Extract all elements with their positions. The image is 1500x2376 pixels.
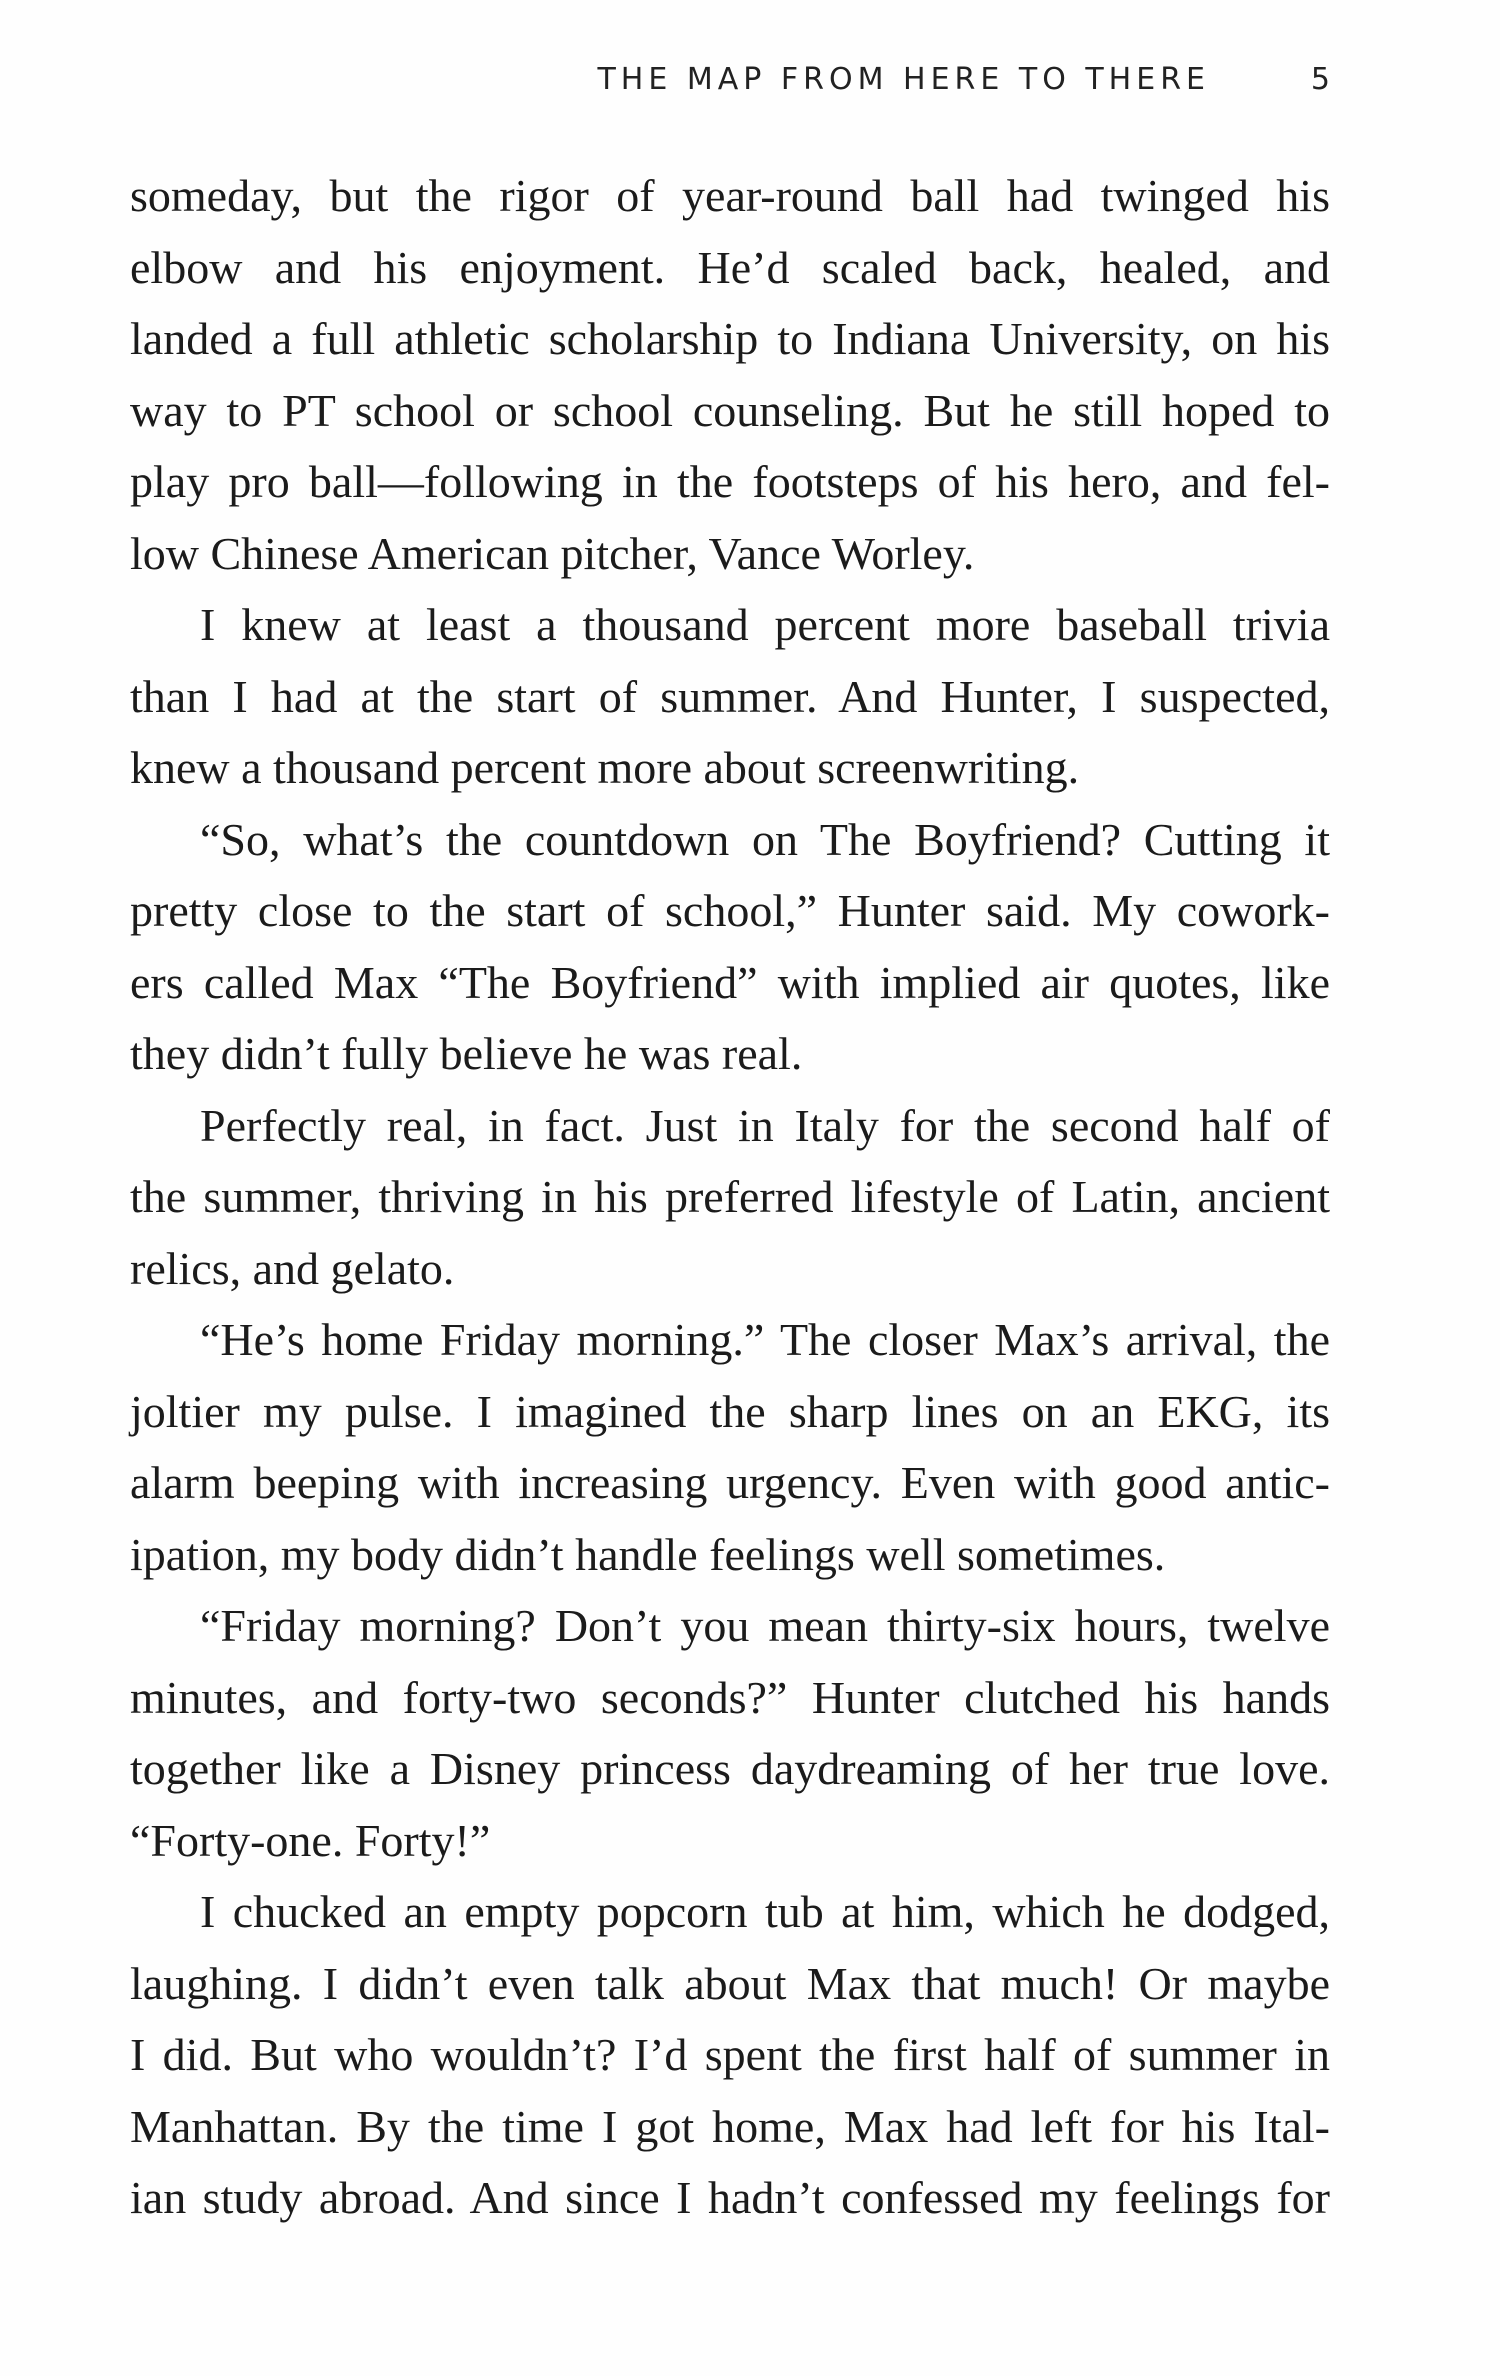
text-line: ers called Max “The Boyfriend” with implied air quotes, like [130,956,1330,1008]
text-line: “He’s home Friday morning.” The closer Max’s arrival, the [200,1314,1330,1365]
text-line: I did. But who wouldn’t? I’d spent the first half of summer in [130,2029,1330,2080]
text-line: “Forty-one. Forty!” [130,1814,491,1866]
text-line: they didn’t fully believe he was real. [130,1028,803,1079]
text-line: ipation, my body didn’t handle feelings well sometimes. [130,1528,1166,1580]
running-title: THE MAP FROM HERE TO THERE [597,62,1210,97]
text-line: pretty close to the start of school,” Hunter said. My cowork- [130,885,1330,936]
text-line: alarm beeping with increasing urgency. Even with good antic- [130,1457,1330,1508]
running-head [130,62,1330,112]
text-line: joltier my pulse. I imagined the sharp lines on an EKG, its [130,1385,1330,1437]
text-line: Perfectly real, in fact. Just in Italy for the second half of [200,1099,1330,1151]
text-line: together like a Disney princess daydreaming of her true love. [130,1743,1330,1794]
text-line: minutes, and forty-two seconds?” Hunter clutched his hands [130,1671,1330,1723]
text-line: knew a thousand percent more about screenwriting. [130,742,1080,793]
text-line: “Friday morning? Don’t you mean thirty-six hours, twelve [200,1600,1330,1651]
text-line: low Chinese American pitcher, Vance Worley. [130,527,975,579]
text-line: way to PT school or school counseling. But he still hoped to [130,384,1330,436]
text-line: play pro ball—following in the footsteps of his hero, and fel- [130,456,1330,507]
text-line: the summer, thriving in his preferred lifestyle of Latin, ancient [130,1171,1330,1222]
text-line: laughing. I didn’t even talk about Max that much! Or maybe [130,1957,1330,2009]
text-line: I chucked an empty popcorn tub at him, which he dodged, [200,1886,1330,1937]
text-line: elbow and his enjoyment. He’d scaled back, healed, and [130,241,1330,293]
text-line: ian study abroad. And since I hadn’t confessed my feelings for [130,2172,1330,2223]
text-line: “So, what’s the countdown on The Boyfriend? Cutting it [200,813,1330,865]
text-line: someday, but the rigor of year-round ball had twinged his [130,170,1330,221]
body-text [130,160,1330,2234]
text-line: relics, and gelato. [130,1242,455,1294]
text-line: I knew at least a thousand percent more baseball trivia [200,599,1330,650]
text-line: than I had at the start of summer. And Hunter, I suspected, [130,670,1330,722]
text-line: Manhattan. By the time I got home, Max had left for his Ital- [130,2100,1330,2152]
page-number: 5 [1310,62,1330,97]
text-line: landed a full athletic scholarship to Indiana University, on his [130,313,1330,364]
